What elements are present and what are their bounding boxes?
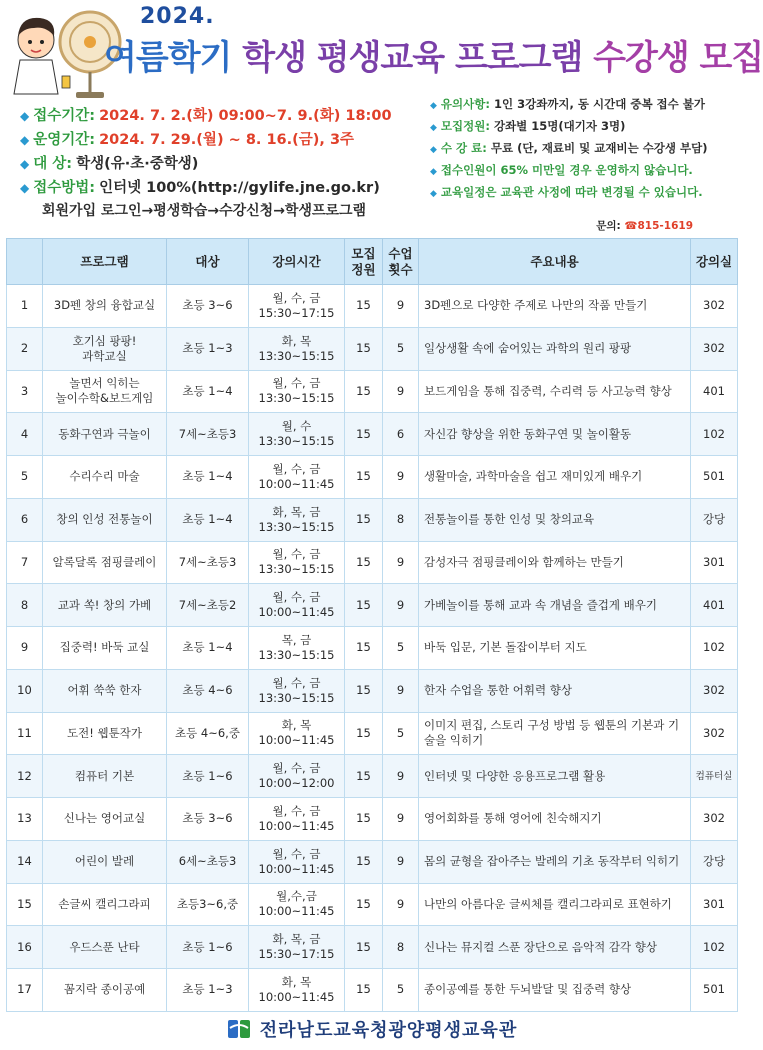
bullet-icon: ◆: [430, 145, 437, 155]
time-days: 화, 목, 금: [272, 504, 321, 519]
cell-program: 손글씨 캘리그라피: [43, 883, 167, 926]
cell-sessions: 8: [383, 926, 419, 969]
cell-content: 전통놀이를 통한 인성 및 창의교육: [419, 498, 691, 541]
cell-room: 102: [691, 413, 738, 456]
cell-no: 13: [7, 798, 43, 841]
table-row: [7, 926, 738, 969]
cell-no: 11: [7, 712, 43, 755]
cell-content: 자신감 향상을 위한 동화구연 및 놀이활동: [419, 413, 691, 456]
time-hours: 15:30~17:15: [258, 947, 335, 962]
year-label: 2024.: [140, 4, 215, 29]
time-hours: 10:00~12:00: [258, 776, 335, 791]
cell-program: 도전! 웹툰작가: [43, 712, 167, 755]
cell-room: 102: [691, 926, 738, 969]
cell-target: 초등 1~4: [167, 456, 249, 499]
time-hours: 13:30~15:15: [258, 391, 335, 406]
cell-content: 이미지 편집, 스토리 구성 방법 등 웹툰의 기본과 기술을 익히기: [419, 712, 691, 755]
table-row: [7, 627, 738, 670]
cell-target: 초등 4~6,중: [167, 712, 249, 755]
cell-target: 초등 1~4: [167, 498, 249, 541]
cell-program: 수리수리 마술: [43, 456, 167, 499]
cell-capacity: 15: [345, 755, 383, 798]
cell-capacity: 15: [345, 840, 383, 883]
cell-no: 4: [7, 413, 43, 456]
capacity-label: 모집정원:: [440, 119, 490, 133]
time-days: 화, 목, 금: [272, 932, 321, 947]
time-hours: 15:30~17:15: [258, 305, 335, 320]
table-row: [7, 413, 738, 456]
cell-capacity: 15: [345, 456, 383, 499]
cell-no: 17: [7, 969, 43, 1012]
cell-room: 302: [691, 669, 738, 712]
cell-no: 6: [7, 498, 43, 541]
cell-time: [249, 627, 345, 670]
cell-time: [249, 285, 345, 328]
time-days: 화, 목: [281, 333, 312, 348]
organization-name: 전라남도교육청광양평생교육관: [259, 1020, 518, 1041]
cell-program: 꼼지락 종이공예: [43, 969, 167, 1012]
cell-target: 6세~초등3: [167, 840, 249, 883]
cell-content: 3D펜으로 다양한 주제로 나만의 작품 만들기: [419, 285, 691, 328]
time-hours: 10:00~11:45: [258, 818, 335, 833]
cell-target: 초등 1~3: [167, 327, 249, 370]
note-label: 유의사항:: [440, 97, 490, 111]
col-header-capacity: 모집 정원: [345, 239, 383, 285]
table-row: [7, 969, 738, 1012]
cell-capacity: 15: [345, 926, 383, 969]
cell-time: [249, 969, 345, 1012]
cell-time: [249, 669, 345, 712]
cell-target: 초등 1~3: [167, 969, 249, 1012]
cell-room: 102: [691, 627, 738, 670]
cell-content: 일상생활 속에 숨어있는 과학의 원리 팡팡: [419, 327, 691, 370]
cell-room: 302: [691, 798, 738, 841]
col-header-program: 프로그램: [43, 239, 167, 285]
cell-target: 초등 1~6: [167, 755, 249, 798]
cell-program: 동화구연과 극놀이: [43, 413, 167, 456]
time-hours: 10:00~11:45: [258, 904, 335, 919]
time-hours: 10:00~11:45: [258, 861, 335, 876]
cell-target: 7세~초등3: [167, 541, 249, 584]
time-days: 월, 수, 금: [272, 590, 321, 605]
table-row: [7, 883, 738, 926]
cell-time: [249, 755, 345, 798]
cell-content: 한자 수업을 통한 어휘력 향상: [419, 669, 691, 712]
cell-no: 10: [7, 669, 43, 712]
time-hours: 10:00~11:45: [258, 989, 335, 1004]
cell-capacity: 15: [345, 370, 383, 413]
run-period-row: [20, 128, 430, 152]
bullet-icon: ◆: [20, 157, 30, 171]
cell-time: [249, 541, 345, 584]
cell-content: 종이공예를 통한 두뇌발달 및 집중력 향상: [419, 969, 691, 1012]
cell-time: [249, 370, 345, 413]
table-row: [7, 498, 738, 541]
cell-capacity: 15: [345, 541, 383, 584]
table-row: [7, 327, 738, 370]
time-hours: 13:30~15:15: [258, 434, 335, 449]
contact-info: [596, 218, 693, 233]
col-header-time: 강의시간: [249, 239, 345, 285]
cell-time: [249, 584, 345, 627]
cell-capacity: 15: [345, 969, 383, 1012]
cell-sessions: 9: [383, 840, 419, 883]
cell-sessions: 5: [383, 969, 419, 1012]
cell-sessions: 9: [383, 584, 419, 627]
cell-room: 302: [691, 712, 738, 755]
method-label: 접수방법:: [33, 180, 96, 196]
cell-content: 영어회화를 통해 영어에 친숙해지기: [419, 798, 691, 841]
cell-room: 강당: [691, 840, 738, 883]
cell-no: 9: [7, 627, 43, 670]
cell-room: 302: [691, 285, 738, 328]
signup-path: 회원가입 로그인→평생학습→수강신청→학생프로그램: [42, 203, 367, 219]
run-period-value: 2024. 7. 29.(월) ~ 8. 16.(금), 3주: [99, 132, 355, 148]
cell-target: 7세~초등3: [167, 413, 249, 456]
time-days: 월, 수, 금: [272, 461, 321, 476]
table-row: [7, 755, 738, 798]
cell-capacity: 15: [345, 285, 383, 328]
cell-sessions: 5: [383, 327, 419, 370]
reg-period-label: 접수기간:: [33, 108, 96, 124]
time-hours: 13:30~15:15: [258, 562, 335, 577]
bullet-icon: ◆: [20, 181, 30, 195]
reg-period-row: [20, 104, 430, 128]
title-part-season: 여름학기: [104, 38, 243, 78]
target-value: 학생(유·초·중학생): [76, 156, 199, 172]
cell-no: 5: [7, 456, 43, 499]
education-office-logo-icon: [226, 1016, 252, 1042]
cell-content: 보드게임을 통해 집중력, 수리력 등 사고능력 향상: [419, 370, 691, 413]
cell-sessions: 9: [383, 798, 419, 841]
cell-target: 초등 3~6: [167, 798, 249, 841]
time-days: 월, 수, 금: [272, 761, 321, 776]
cell-capacity: 15: [345, 627, 383, 670]
cell-sessions: 5: [383, 627, 419, 670]
cell-time: [249, 456, 345, 499]
cell-content: 나만의 아름다운 글씨체를 캘리그라피로 표현하기: [419, 883, 691, 926]
time-hours: 13:30~15:15: [258, 690, 335, 705]
cell-no: 7: [7, 541, 43, 584]
time-days: 월,수,금: [276, 889, 317, 904]
time-days: 월, 수, 금: [272, 803, 321, 818]
cell-time: [249, 883, 345, 926]
cell-sessions: 9: [383, 883, 419, 926]
cell-sessions: 9: [383, 755, 419, 798]
cell-sessions: 5: [383, 712, 419, 755]
fee-label: 수 강 료:: [440, 141, 487, 155]
time-days: 화, 목: [281, 718, 312, 733]
method-row: [20, 176, 430, 200]
time-hours: 13:30~15:15: [258, 647, 335, 662]
fee-row: [430, 140, 730, 162]
cell-target: 초등3~6,중: [167, 883, 249, 926]
cell-time: [249, 498, 345, 541]
cell-program: 어휘 쑥쑥 한자: [43, 669, 167, 712]
col-header-no: [7, 239, 43, 285]
table-header-row: [7, 239, 738, 285]
cell-program: 알록달록 점핑클레이: [43, 541, 167, 584]
time-days: 월, 수, 금: [272, 846, 321, 861]
cell-program: 집중력! 바둑 교실: [43, 627, 167, 670]
page-title: [104, 30, 763, 79]
bullet-icon: ◆: [20, 133, 30, 147]
cell-program: 컴퓨터 기본: [43, 755, 167, 798]
table-row: [7, 456, 738, 499]
cell-capacity: 15: [345, 798, 383, 841]
bullet-icon: ◆: [430, 123, 437, 133]
cell-room: 301: [691, 883, 738, 926]
note-value: 1인 3강좌까지, 동 시간대 중복 접수 불가: [493, 97, 705, 111]
table-row: [7, 541, 738, 584]
time-days: 화, 목: [281, 974, 312, 989]
bullet-icon: ◆: [20, 109, 30, 123]
cell-program: 호기심 팡팡! 과학교실: [43, 327, 167, 370]
time-hours: 10:00~11:45: [258, 605, 335, 620]
cell-sessions: 9: [383, 285, 419, 328]
reg-period-value: 2024. 7. 2.(화) 09:00~7. 9.(화) 18:00: [99, 108, 392, 124]
bullet-icon: ◆: [430, 189, 437, 199]
cell-capacity: 15: [345, 712, 383, 755]
cell-capacity: 15: [345, 327, 383, 370]
time-hours: 13:30~15:15: [258, 519, 335, 534]
info-left-block: [20, 104, 430, 222]
cell-room: 302: [691, 327, 738, 370]
cell-no: 2: [7, 327, 43, 370]
target-label: 대 상:: [33, 156, 73, 172]
cell-content: 감성자극 점핑클레이와 함께하는 만들기: [419, 541, 691, 584]
cell-no: 12: [7, 755, 43, 798]
cell-no: 1: [7, 285, 43, 328]
target-row: [20, 152, 430, 176]
table-row: [7, 370, 738, 413]
cell-capacity: 15: [345, 669, 383, 712]
bullet-icon: ◆: [430, 101, 437, 111]
cell-content: 신나는 뮤지컬 스푼 장단으로 음악적 감각 향상: [419, 926, 691, 969]
table-row: [7, 712, 738, 755]
cell-program: 어린이 발레: [43, 840, 167, 883]
table-row: [7, 798, 738, 841]
footer: [0, 1008, 743, 1050]
program-table: [6, 238, 738, 1012]
cell-program: 놀면서 익히는 놀이수학&보드게임: [43, 370, 167, 413]
cell-sessions: 8: [383, 498, 419, 541]
cell-time: [249, 840, 345, 883]
col-header-room: 강의실: [691, 239, 738, 285]
cell-time: [249, 413, 345, 456]
cell-no: 16: [7, 926, 43, 969]
note-row: [430, 96, 730, 118]
cell-target: 초등 3~6: [167, 285, 249, 328]
cell-room: 강당: [691, 498, 738, 541]
cell-sessions: 9: [383, 541, 419, 584]
contact-label: 문의:: [596, 220, 621, 232]
info-right-block: [430, 96, 730, 206]
col-header-target: 대상: [167, 239, 249, 285]
contact-phone: ☎815-1619: [624, 220, 693, 232]
cell-target: 초등 1~6: [167, 926, 249, 969]
cell-capacity: 15: [345, 883, 383, 926]
cell-target: 초등 1~4: [167, 370, 249, 413]
title-part-recruit: 수강생 모집: [593, 38, 763, 78]
notice-1: 접수인원이 65% 미만일 경우 운영하지 않습니다.: [440, 163, 693, 177]
cell-sessions: 9: [383, 669, 419, 712]
time-days: 월, 수: [281, 419, 312, 434]
cell-sessions: 9: [383, 370, 419, 413]
table-row: [7, 840, 738, 883]
cell-content: 인터넷 및 다양한 응용프로그램 활용: [419, 755, 691, 798]
title-part-program: 학생 평생교육 프로그램: [242, 38, 594, 78]
notice-2: 교육일정은 교육관 사정에 따라 변경될 수 있습니다.: [440, 185, 703, 199]
cell-room: 501: [691, 456, 738, 499]
capacity-row: [430, 118, 730, 140]
poster-header: [0, 0, 763, 236]
time-hours: 13:30~15:15: [258, 348, 335, 363]
cell-room: 401: [691, 370, 738, 413]
time-days: 목, 금: [281, 632, 312, 647]
table-row: [7, 584, 738, 627]
cell-room: 401: [691, 584, 738, 627]
cell-no: 15: [7, 883, 43, 926]
cell-capacity: 15: [345, 498, 383, 541]
cell-content: 생활마술, 과학마술을 쉽고 재미있게 배우기: [419, 456, 691, 499]
cell-time: [249, 327, 345, 370]
cell-no: 8: [7, 584, 43, 627]
time-days: 월, 수, 금: [272, 675, 321, 690]
cell-program: 창의 인성 전통놀이: [43, 498, 167, 541]
cell-capacity: 15: [345, 584, 383, 627]
cell-program: 우드스푼 난타: [43, 926, 167, 969]
time-days: 월, 수, 금: [272, 547, 321, 562]
cell-program: 신나는 영어교실: [43, 798, 167, 841]
time-hours: 10:00~11:45: [258, 476, 335, 491]
cell-content: 몸의 균형을 잡아주는 발레의 기초 동작부터 익히기: [419, 840, 691, 883]
cell-time: [249, 798, 345, 841]
cell-time: [249, 712, 345, 755]
capacity-value: 강좌별 15명(대기자 3명): [493, 119, 626, 133]
cell-target: 초등 1~4: [167, 627, 249, 670]
bullet-icon: ◆: [430, 167, 437, 177]
cell-sessions: 9: [383, 456, 419, 499]
run-period-label: 운영기간:: [33, 132, 96, 148]
cell-target: 7세~초등2: [167, 584, 249, 627]
table-body: [7, 285, 738, 1012]
fee-value: 무료 (단, 재료비 및 교재비는 수강생 부담): [490, 141, 708, 155]
time-days: 월, 수, 금: [272, 290, 321, 305]
col-header-sessions: 수업 횟수: [383, 239, 419, 285]
table-row: [7, 669, 738, 712]
cell-no: 3: [7, 370, 43, 413]
cell-no: 14: [7, 840, 43, 883]
cell-room: 컴퓨터실: [691, 755, 738, 798]
table-row: [7, 285, 738, 328]
cell-program: 3D펜 창의 융합교실: [43, 285, 167, 328]
col-header-content: 주요내용: [419, 239, 691, 285]
cell-target: 초등 4~6: [167, 669, 249, 712]
cell-sessions: 6: [383, 413, 419, 456]
cell-program: 교과 쏙! 창의 가베: [43, 584, 167, 627]
cell-room: 301: [691, 541, 738, 584]
time-days: 월, 수, 금: [272, 376, 321, 391]
notice-row-2: [430, 184, 730, 206]
cell-time: [249, 926, 345, 969]
time-hours: 10:00~11:45: [258, 733, 335, 748]
notice-row-1: [430, 162, 730, 184]
cell-capacity: 15: [345, 413, 383, 456]
method-value: 인터넷 100%(http://gylife.jne.go.kr): [99, 180, 380, 196]
cell-content: 가베놀이를 통해 교과 속 개념을 즐겁게 배우기: [419, 584, 691, 627]
cell-content: 바둑 입문, 기본 돌잡이부터 지도: [419, 627, 691, 670]
cell-room: 501: [691, 969, 738, 1012]
